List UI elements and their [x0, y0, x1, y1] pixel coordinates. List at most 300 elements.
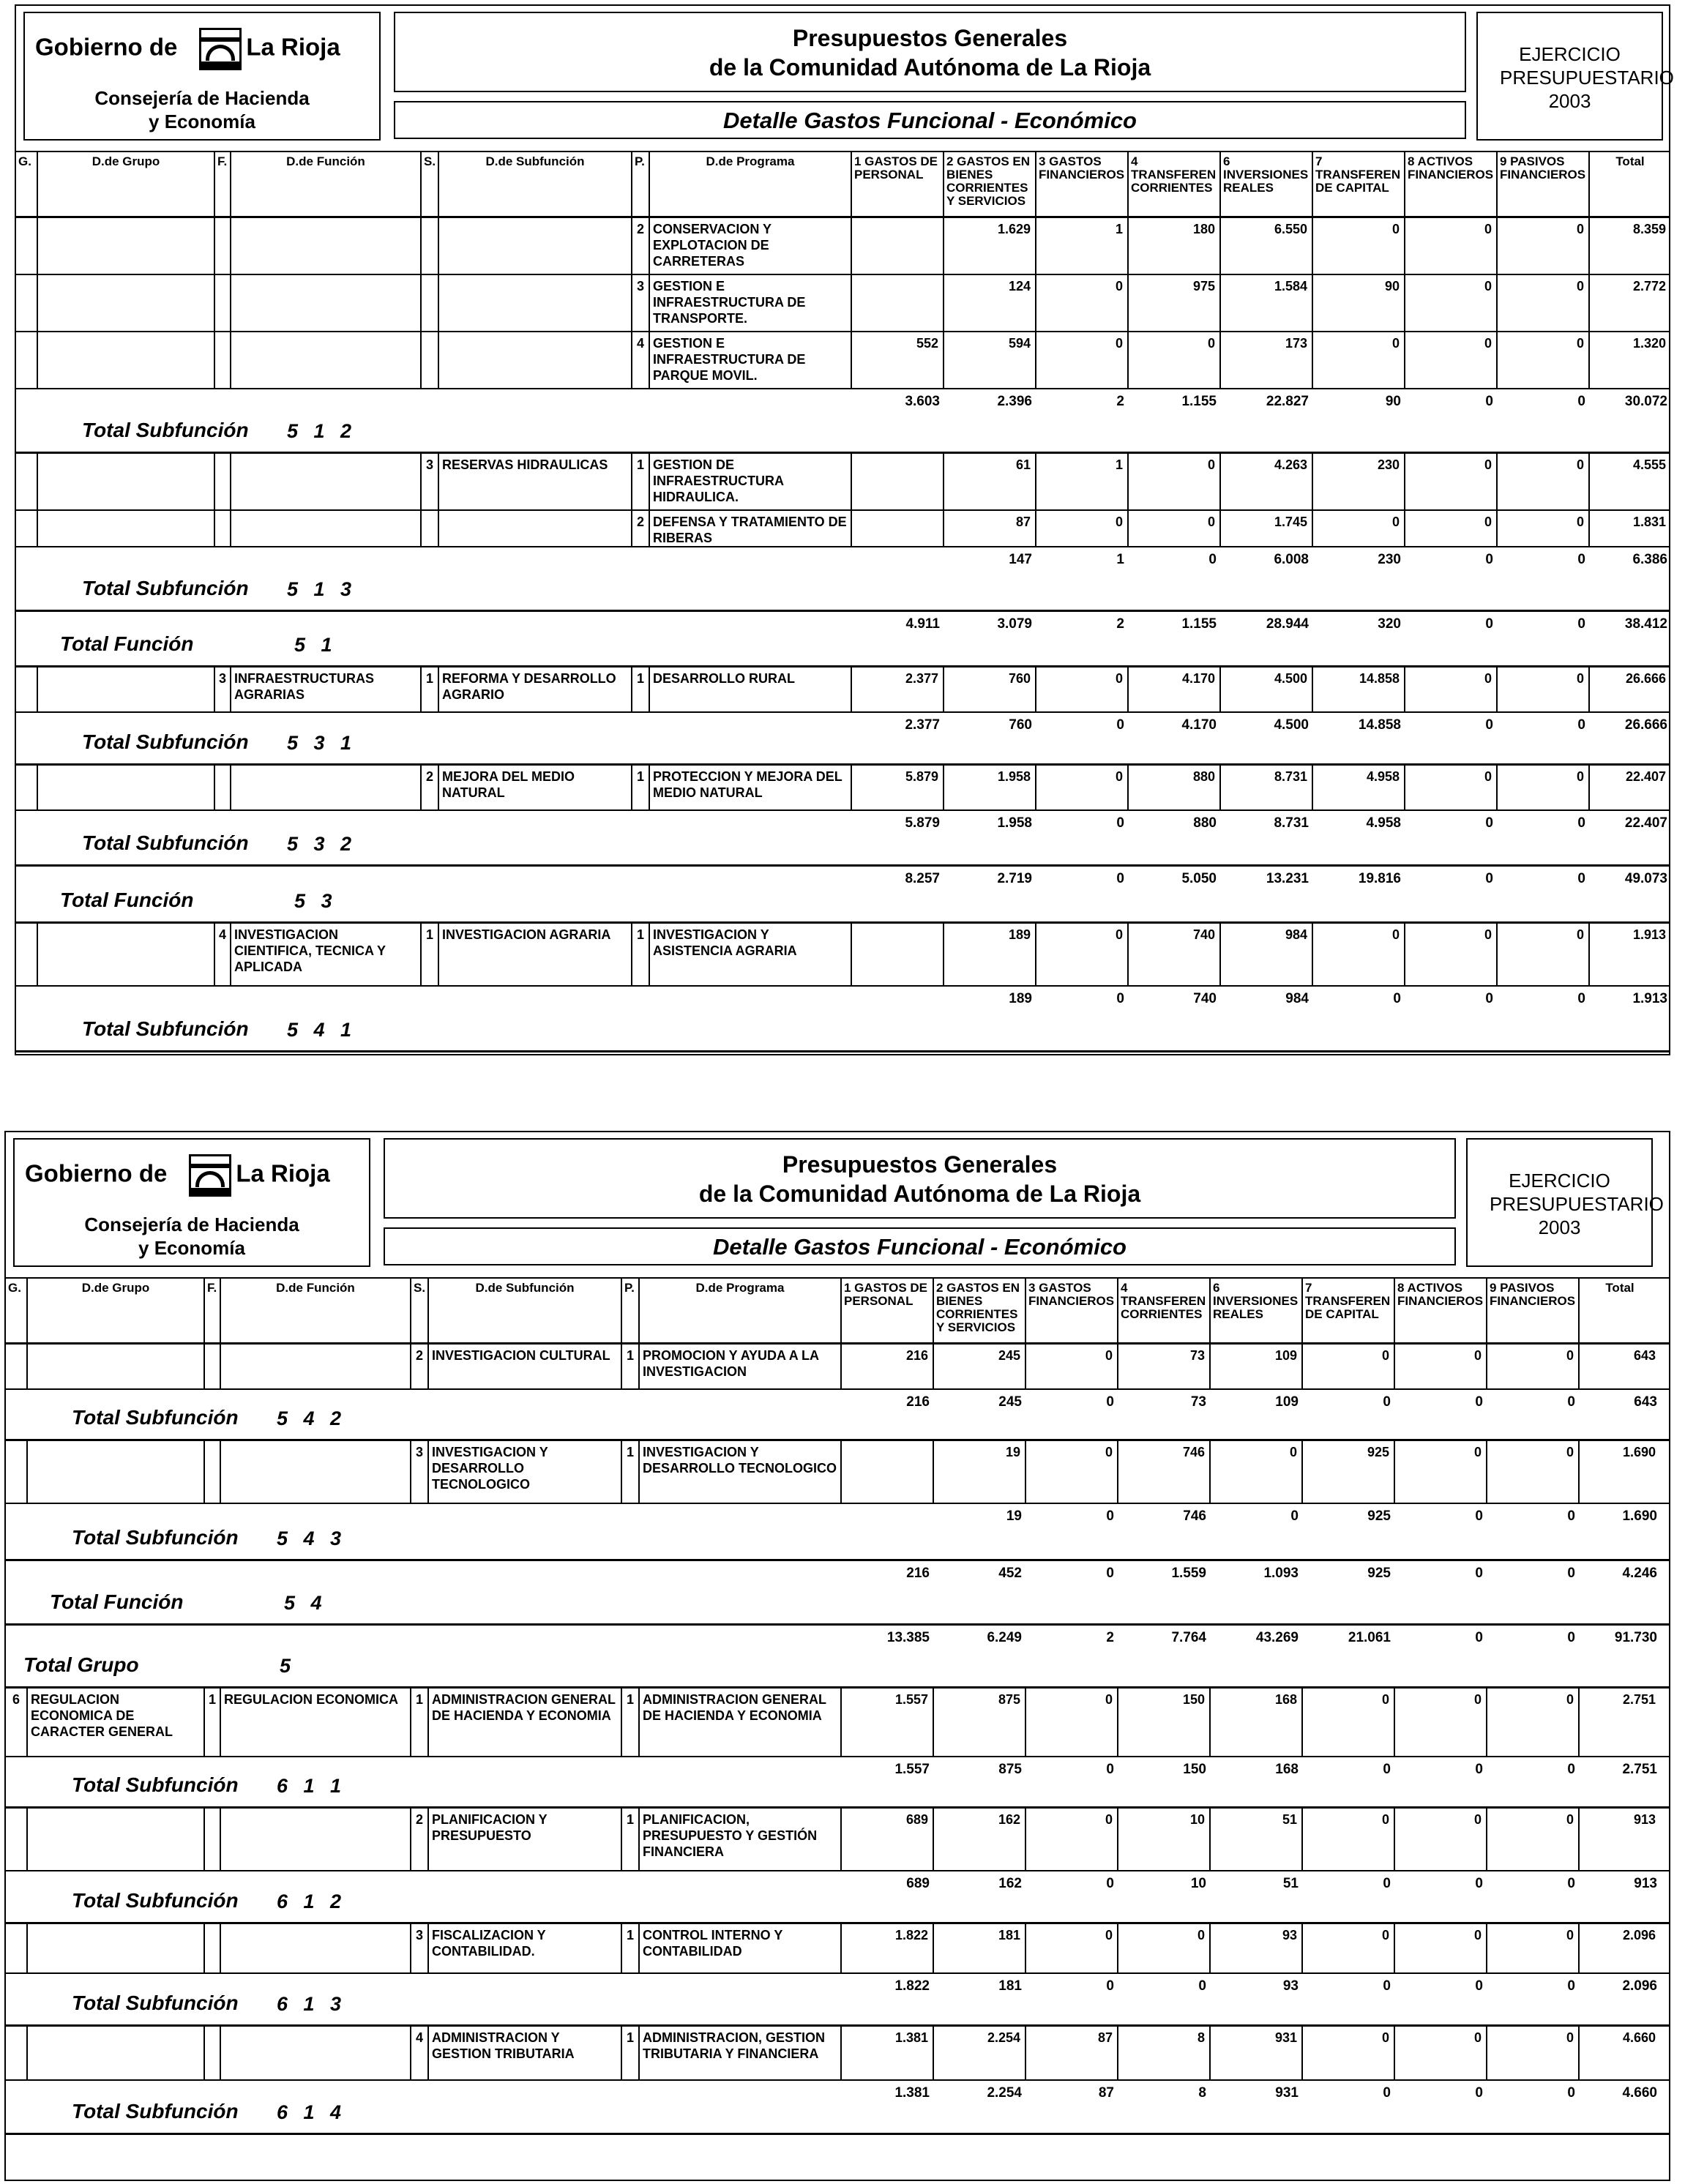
total-value-c3: 0: [1106, 1394, 1114, 1410]
total-label: Total Función: [50, 1590, 184, 1613]
consejeria-name: Consejería de Hacienda y Economía: [94, 87, 310, 132]
cell-c8: 0: [1404, 766, 1496, 809]
budget-sheet-page-2: [4, 1131, 1670, 2181]
cell-f: [203, 1441, 220, 1503]
total-value-total: 2.751: [1622, 1762, 1657, 1777]
total-value-c8: 0: [1475, 2085, 1483, 2101]
total-value-c8: 0: [1475, 1566, 1483, 1581]
cell-c8: 0: [1404, 218, 1496, 274]
total-value-c8: 0: [1485, 815, 1493, 831]
total-value-c7: 320: [1378, 616, 1401, 632]
cell-c3: 0: [1035, 332, 1127, 388]
total-value-c2: 189: [1009, 991, 1032, 1006]
total-value-c4: 150: [1183, 1762, 1206, 1777]
column-header-c1: 1 GASTOS DE PERSONAL: [851, 152, 943, 216]
cell-c3: 1: [1035, 454, 1127, 509]
table-row: [16, 924, 1669, 987]
total-row: [6, 1626, 1669, 1689]
budget-title-line1: Presupuestos Generales: [782, 1151, 1058, 1178]
total-row: [6, 1757, 1669, 1809]
column-header-grupo: D.de Grupo: [26, 1279, 203, 1342]
total-value-c3: 0: [1106, 1762, 1114, 1777]
cell-funcion: [230, 454, 420, 509]
cell-total: 22.407: [1588, 766, 1670, 809]
total-value-c6: 28.944: [1266, 616, 1309, 632]
cell-subfuncion: INVESTIGACION CULTURAL: [427, 1345, 621, 1388]
total-value-c7: 90: [1385, 394, 1401, 409]
total-value-c6: 4.500: [1274, 717, 1309, 733]
total-value-c9: 0: [1577, 552, 1585, 567]
cell-funcion: INVESTIGACION CIENTIFICA, TECNICA Y APLICADA: [230, 924, 420, 985]
cell-c4: 740: [1127, 924, 1219, 985]
total-value-c2: 19: [1006, 1508, 1022, 1524]
total-value-total: 913: [1634, 1876, 1657, 1891]
cell-p: 1: [621, 1809, 638, 1870]
total-codes: 5: [280, 1655, 291, 1677]
cell-c1: 5.879: [851, 766, 943, 809]
total-value-c2: 181: [998, 1978, 1022, 1994]
cell-p: 1: [621, 1441, 638, 1503]
total-label: Total Subfunción: [72, 1889, 239, 1912]
cell-c9: 0: [1486, 1689, 1578, 1756]
cell-c1: 552: [851, 332, 943, 388]
cell-grupo: [37, 275, 214, 331]
cell-c6: 51: [1209, 1809, 1301, 1870]
total-value-c2: 3.079: [997, 616, 1032, 632]
cell-f: [214, 454, 230, 509]
total-value-c7: 0: [1393, 991, 1401, 1006]
cell-c9: 0: [1496, 218, 1588, 274]
total-value-total: 1.690: [1622, 1508, 1657, 1524]
cell-c6: 93: [1209, 1924, 1301, 1972]
column-header-programa: D.de Programa: [638, 1279, 840, 1342]
cell-grupo: [37, 332, 214, 388]
cell-f: [203, 1924, 220, 1972]
cell-s: [420, 275, 438, 331]
total-label: Total Grupo: [23, 1653, 139, 1676]
ejercicio-box: [1476, 12, 1674, 141]
cell-funcion: INFRAESTRUCTURAS AGRARIAS: [230, 667, 420, 711]
cell-c9: 0: [1496, 332, 1588, 388]
total-row: [16, 987, 1669, 1052]
total-value-c6: 6.008: [1274, 552, 1309, 567]
cell-grupo: [37, 667, 214, 711]
cell-p: 3: [631, 275, 649, 331]
cell-c7: 0: [1312, 511, 1404, 546]
total-value-c3: 2: [1106, 1630, 1114, 1645]
cell-c9: 0: [1486, 2027, 1578, 2079]
cell-g: 6: [12, 1692, 20, 1707]
cell-g: [16, 766, 37, 809]
cell-grupo: [26, 1345, 203, 1388]
cell-c4: 975: [1127, 275, 1219, 331]
government-block: [23, 12, 381, 141]
detail-title-box: [384, 1227, 1456, 1265]
cell-c2: 1.629: [943, 218, 1035, 274]
total-label: Total Subfunción: [72, 1992, 239, 2014]
cell-grupo: [26, 1809, 203, 1870]
cell-c7: 230: [1312, 454, 1404, 509]
cell-c8: 0: [1404, 511, 1496, 546]
cell-g: [16, 275, 37, 331]
table-row: [6, 1809, 1669, 1871]
total-value-c9: 0: [1567, 1762, 1575, 1777]
total-value-c6: 93: [1282, 1978, 1299, 1994]
cell-programa: DEFENSA Y TRATAMIENTO DE RIBERAS: [649, 511, 851, 546]
total-value-total: 643: [1634, 1394, 1657, 1410]
table-row: [16, 667, 1669, 713]
total-codes: 5 3: [294, 890, 332, 912]
total-value-c3: 0: [1106, 1978, 1114, 1994]
cell-c8: 0: [1404, 275, 1496, 331]
total-value-c9: 0: [1577, 991, 1585, 1006]
sheet-header: [16, 6, 1674, 142]
cell-f: [214, 218, 230, 274]
total-row: [6, 1974, 1669, 2027]
total-value-total: 2.096: [1622, 1978, 1657, 1994]
total-value-c4: 1.559: [1171, 1566, 1206, 1581]
total-value-c4: 7.764: [1171, 1630, 1206, 1645]
column-header-c7: 7 TRANSFEREN DE CAPITAL: [1301, 1279, 1394, 1342]
cell-c7: 0: [1312, 332, 1404, 388]
cell-p: 1: [621, 2027, 638, 2079]
detail-title-box: [394, 101, 1466, 139]
total-value-c8: 0: [1475, 1508, 1483, 1524]
column-header-subfuncion: D.de Subfunción: [427, 1279, 621, 1342]
total-value-c1: 1.557: [894, 1762, 930, 1777]
cell-c2: 19: [933, 1441, 1025, 1503]
cell-grupo: [37, 511, 214, 546]
cell-c3: 0: [1025, 1345, 1117, 1388]
column-header-total: Total: [1578, 1279, 1660, 1342]
cell-c7: 90: [1312, 275, 1404, 331]
column-header-funcion: D.de Función: [230, 152, 420, 216]
detail-title: Detalle Gastos Funcional - Económico: [713, 1234, 1127, 1260]
column-header-c6: 6 INVERSIONES REALES: [1219, 152, 1312, 216]
column-header-c1: 1 GASTOS DE PERSONAL: [840, 1279, 933, 1342]
total-value-total: 4.246: [1622, 1566, 1657, 1581]
table-row: [16, 332, 1669, 389]
total-value-c2: 162: [998, 1876, 1022, 1891]
cell-c1: 216: [840, 1345, 933, 1388]
cell-c2: 2.254: [933, 2027, 1025, 2079]
cell-s: 4: [410, 2027, 427, 2079]
cell-c9: 0: [1486, 1345, 1578, 1388]
cell-c4: 0: [1127, 332, 1219, 388]
government-prefix: Gobierno de: [25, 1159, 168, 1187]
total-value-c7: 925: [1367, 1566, 1391, 1581]
cell-c3: 0: [1035, 275, 1127, 331]
table-row: [16, 275, 1669, 332]
government-title: [25, 1154, 330, 1197]
cell-programa: ADMINISTRACION, GESTION TRIBUTARIA Y FINANCIERA: [638, 2027, 840, 2079]
cell-funcion: [230, 511, 420, 546]
total-value-c4: 746: [1183, 1508, 1206, 1524]
cell-programa: CONTROL INTERNO Y CONTABILIDAD: [638, 1924, 840, 1972]
cell-f: 1: [203, 1689, 220, 1756]
total-value-c4: 10: [1190, 1876, 1206, 1891]
cell-subfuncion: [438, 511, 631, 546]
total-codes: 5 4 2: [277, 1407, 342, 1429]
cell-c6: 4.500: [1219, 667, 1312, 711]
column-header-c9: 9 PASIVOS FINANCIEROS: [1486, 1279, 1578, 1342]
cell-c9: 0: [1496, 511, 1588, 546]
cell-grupo: [37, 454, 214, 509]
cell-f: [214, 766, 230, 809]
total-value-c8: 0: [1485, 991, 1493, 1006]
government-prefix: Gobierno de: [35, 33, 178, 61]
cell-subfuncion: ADMINISTRACION Y GESTION TRIBUTARIA: [427, 2027, 621, 2079]
cell-g: [6, 1924, 26, 1972]
cell-total: 4.660: [1578, 2027, 1660, 2079]
cell-c7: 0: [1312, 924, 1404, 985]
total-value-c6: 8.731: [1274, 815, 1309, 831]
consejeria-name: Consejería de Hacienda y Economía: [84, 1213, 299, 1259]
total-value-c6: 931: [1275, 2085, 1299, 2101]
cell-funcion: [230, 766, 420, 809]
cell-programa: GESTION E INFRAESTRUCTURA DE PARQUE MOVIL.: [649, 332, 851, 388]
cell-subfuncion: ADMINISTRACION GENERAL DE HACIENDA Y ECONOMIA: [427, 1689, 621, 1756]
total-value-c2: 245: [998, 1394, 1022, 1410]
total-value-c8: 0: [1485, 552, 1493, 567]
table-row: [6, 1689, 1669, 1757]
cell-s: 3: [420, 454, 438, 509]
cell-total: 1.320: [1588, 332, 1670, 388]
cell-c4: 150: [1117, 1689, 1209, 1756]
cell-c2: 875: [933, 1689, 1025, 1756]
cell-c7: 0: [1312, 218, 1404, 274]
total-value-c6: 13.231: [1266, 871, 1309, 886]
cell-s: 1: [420, 924, 438, 985]
table-row: [6, 1441, 1669, 1504]
cell-programa: PLANIFICACION, PRESUPUESTO Y GESTIÓN FINANCIERA: [638, 1809, 840, 1870]
column-header-c3: 3 GASTOS FINANCIEROS: [1025, 1279, 1117, 1342]
cell-s: 2: [420, 766, 438, 809]
cell-grupo: [26, 1441, 203, 1503]
cell-c3: 0: [1025, 1809, 1117, 1870]
total-value-c3: 0: [1116, 717, 1124, 733]
total-value-c9: 0: [1567, 1876, 1575, 1891]
column-header-s: S.: [410, 1279, 427, 1342]
cell-c3: 87: [1025, 2027, 1117, 2079]
cell-c4: 880: [1127, 766, 1219, 809]
cell-c8: 0: [1404, 332, 1496, 388]
cell-c7: 0: [1301, 1345, 1394, 1388]
total-codes: 5 1: [294, 634, 332, 656]
column-header-c8: 8 ACTIVOS FINANCIEROS: [1404, 152, 1496, 216]
cell-subfuncion: INVESTIGACION AGRARIA: [438, 924, 631, 985]
total-value-c4: 0: [1198, 1978, 1206, 1994]
cell-funcion: [220, 2027, 410, 2079]
total-row: [6, 1390, 1669, 1441]
cell-c3: 0: [1035, 766, 1127, 809]
total-value-c2: 760: [1009, 717, 1032, 733]
cell-c1: [851, 275, 943, 331]
column-header-c6: 6 INVERSIONES REALES: [1209, 1279, 1301, 1342]
total-row: [16, 713, 1669, 766]
total-codes: 5 1 3: [287, 578, 352, 600]
cell-f: [203, 1809, 220, 1870]
table-row: [6, 1345, 1669, 1390]
cell-c8: 0: [1394, 1441, 1486, 1503]
total-row: [6, 2081, 1669, 2135]
total-value-c4: 0: [1208, 552, 1217, 567]
cell-funcion: REGULACION ECONOMICA: [220, 1689, 410, 1756]
cell-c1: [840, 1441, 933, 1503]
cell-programa: ADMINISTRACION GENERAL DE HACIENDA Y ECONOMIA: [638, 1689, 840, 1756]
budget-title-box: [394, 12, 1466, 92]
cell-s: [420, 332, 438, 388]
total-value-c7: 230: [1378, 552, 1401, 567]
total-label: Total Subfunción: [72, 1406, 239, 1429]
cell-c9: 0: [1496, 924, 1588, 985]
total-value-c3: 0: [1116, 871, 1124, 886]
la-rioja-emblem-icon: [199, 28, 242, 70]
cell-funcion: [220, 1924, 410, 1972]
total-value-c7: 0: [1383, 2085, 1391, 2101]
budget-title-line2: de la Comunidad Autónoma de La Rioja: [709, 54, 1151, 81]
government-block: [13, 1138, 370, 1267]
cell-c4: 0: [1127, 511, 1219, 546]
cell-c9: 0: [1496, 766, 1588, 809]
cell-c4: 180: [1127, 218, 1219, 274]
total-value-c9: 0: [1567, 1630, 1575, 1645]
cell-p: 2: [631, 511, 649, 546]
cell-s: 2: [410, 1345, 427, 1388]
total-value-c8: 0: [1485, 717, 1493, 733]
cell-c3: 0: [1025, 1441, 1117, 1503]
total-value-c9: 0: [1567, 1394, 1575, 1410]
cell-c4: 0: [1117, 1924, 1209, 1972]
budget-title-box: [384, 1138, 1456, 1219]
cell-c7: 0: [1301, 1809, 1394, 1870]
column-header-c9: 9 PASIVOS FINANCIEROS: [1496, 152, 1588, 216]
cell-p: 4: [631, 332, 649, 388]
table-row: [16, 511, 1669, 547]
total-value-c7: 4.958: [1366, 815, 1401, 831]
total-value-c7: 925: [1367, 1508, 1391, 1524]
total-value-c6: 43.269: [1255, 1630, 1299, 1645]
budget-sheet-page-1: [15, 4, 1674, 1055]
total-value-total: 49.073: [1624, 871, 1667, 886]
cell-c3: 0: [1035, 667, 1127, 711]
column-header-s: S.: [420, 152, 438, 216]
ejercicio-label: EJERCICIO PRESUPUESTARIO 2003: [1490, 1170, 1664, 1238]
cell-c1: 2.377: [851, 667, 943, 711]
cell-total: 4.555: [1588, 454, 1670, 509]
column-header-total: Total: [1588, 152, 1670, 216]
total-value-c8: 0: [1485, 871, 1493, 886]
cell-p: 1: [631, 667, 649, 711]
table-row: [16, 766, 1669, 811]
column-header-c8: 8 ACTIVOS FINANCIEROS: [1394, 1279, 1486, 1342]
cell-c3: 0: [1025, 1924, 1117, 1972]
total-codes: 6 1 2: [277, 1891, 342, 1912]
total-value-c9: 0: [1577, 616, 1585, 632]
cell-c8: 0: [1394, 1809, 1486, 1870]
cell-c8: 0: [1404, 924, 1496, 985]
column-header-c2: 2 GASTOS EN BIENES CORRIENTES Y SERVICIOS: [943, 152, 1035, 216]
cell-funcion: [220, 1441, 410, 1503]
cell-c1: 1.381: [840, 2027, 933, 2079]
cell-c1: 1.822: [840, 1924, 933, 1972]
cell-s: [420, 218, 438, 274]
cell-total: 1.831: [1588, 511, 1670, 546]
total-value-c2: 6.249: [987, 1630, 1022, 1645]
total-value-c7: 0: [1383, 1762, 1391, 1777]
cell-c2: 181: [933, 1924, 1025, 1972]
cell-c9: 0: [1486, 1809, 1578, 1870]
total-codes: 5 4 1: [287, 1019, 352, 1041]
cell-p: 1: [621, 1345, 638, 1388]
cell-subfuncion: FISCALIZACION Y CONTABILIDAD.: [427, 1924, 621, 1972]
total-label: Total Subfunción: [82, 419, 249, 441]
cell-s: 1: [410, 1689, 427, 1756]
cell-c4: 746: [1117, 1441, 1209, 1503]
total-value-c3: 0: [1106, 1876, 1114, 1891]
cell-g: [6, 1809, 26, 1870]
cell-s: [420, 511, 438, 546]
total-value-c1: 5.879: [905, 815, 940, 831]
cell-c9: 0: [1496, 275, 1588, 331]
table-row: [16, 454, 1669, 511]
cell-grupo: REGULACION ECONOMICA DE CARACTER GENERAL: [26, 1689, 203, 1756]
total-value-c3: 1: [1116, 552, 1124, 567]
cell-c6: 109: [1209, 1345, 1301, 1388]
total-value-total: 26.666: [1624, 717, 1667, 733]
total-value-c1: 3.603: [905, 394, 940, 409]
cell-total: 1.913: [1588, 924, 1670, 985]
cell-c3: 0: [1035, 511, 1127, 546]
total-value-total: 4.660: [1622, 2085, 1657, 2101]
cell-subfuncion: MEJORA DEL MEDIO NATURAL: [438, 766, 631, 809]
cell-grupo: [26, 1924, 203, 1972]
cell-c2: 124: [943, 275, 1035, 331]
cell-subfuncion: INVESTIGACION Y DESARROLLO TECNOLOGICO: [427, 1441, 621, 1503]
government-name: La Rioja: [236, 1159, 330, 1187]
total-codes: 5 4 3: [277, 1527, 342, 1549]
cell-f: [214, 275, 230, 331]
column-header-p: P.: [621, 1279, 638, 1342]
total-value-c6: 984: [1285, 991, 1309, 1006]
total-value-c7: 0: [1383, 1978, 1391, 1994]
cell-c6: 4.263: [1219, 454, 1312, 509]
total-value-c1: 216: [906, 1566, 930, 1581]
cell-c2: 245: [933, 1345, 1025, 1388]
total-value-c7: 14.858: [1358, 717, 1401, 733]
total-value-c8: 0: [1485, 616, 1493, 632]
total-value-c1: 689: [906, 1876, 930, 1891]
cell-c8: 0: [1404, 454, 1496, 509]
cell-c2: 1.958: [943, 766, 1035, 809]
column-header-c4: 4 TRANSFEREN CORRIENTES: [1117, 1279, 1209, 1342]
cell-c3: 0: [1035, 924, 1127, 985]
total-value-c3: 0: [1116, 815, 1124, 831]
cell-c9: 0: [1496, 454, 1588, 509]
cell-c1: [851, 218, 943, 274]
cell-p: 1: [631, 766, 649, 809]
cell-c6: 931: [1209, 2027, 1301, 2079]
total-value-c3: 2: [1116, 394, 1124, 409]
cell-g: [6, 1441, 26, 1503]
table-row: [6, 2027, 1669, 2081]
cell-c9: 0: [1486, 1924, 1578, 1972]
budget-title: [385, 1140, 1454, 1208]
cell-programa: DESARROLLO RURAL: [649, 667, 851, 711]
cell-programa: PROMOCION Y AYUDA A LA INVESTIGACION: [638, 1345, 840, 1388]
total-value-c6: 109: [1275, 1394, 1299, 1410]
column-header-f: F.: [214, 152, 230, 216]
